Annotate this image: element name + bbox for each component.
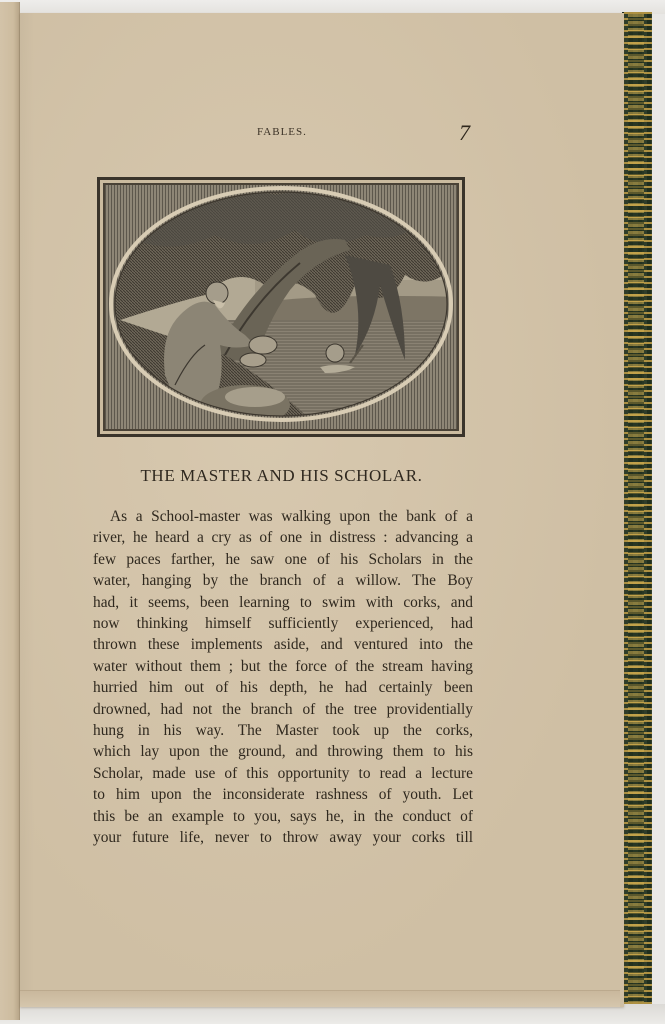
previous-page-edge [0,2,20,1020]
body-line-11: hung in his way. The Master took up the corks, [93,722,473,740]
body-line-6: now thinking himself sufficiently experienced, had [93,615,473,633]
page-number: 7 [459,120,470,145]
engraving-frame [103,183,459,431]
body-line-3: few paces farther, he saw one of his Scholars in the [93,550,473,568]
engraving-illustration [97,177,465,437]
page-bottom-edge [20,990,620,1007]
body-line-16: your future life, never to throw away your corks till [93,829,473,847]
running-head: FABLES. [257,126,307,138]
body-line-9: hurried him out of his depth, he had certainly been [93,679,473,697]
backdrop-top [0,0,665,14]
fable-title: THE MASTER AND HIS SCHOLAR. [140,466,423,485]
body-line-13: Scholar, made use of this opportunity to read a lecture [93,764,473,782]
gold-tooling [628,14,644,1002]
body-line-10: drowned, had not the branch of the tree providentially [93,700,473,718]
body-line-2: river, he heard a cry as of one in distress : advancing a [93,529,473,547]
body-line-14: to him upon the inconsiderate rashness of youth. Let [93,786,473,804]
body-line-15: this be an example to you, says he, in the conduct of [93,807,473,825]
fable-body [93,506,473,849]
body-line-7: thrown these implements aside, and ventured into the [93,636,473,654]
body-line-5: had, it seems, been learning to swim with corks, and [93,593,473,611]
backdrop-bottom [0,1004,665,1024]
body-line-1: As a School-master was walking upon the bank of a [110,508,473,525]
body-line-4: water, hanging by the branch of a willow. The Boy [93,572,473,590]
body-line-12: which lay upon the ground, and throwing them to his [93,743,473,761]
body-line-8: water without them ; but the force of the stream having [93,657,473,675]
engraving-scene-icon [105,185,459,431]
